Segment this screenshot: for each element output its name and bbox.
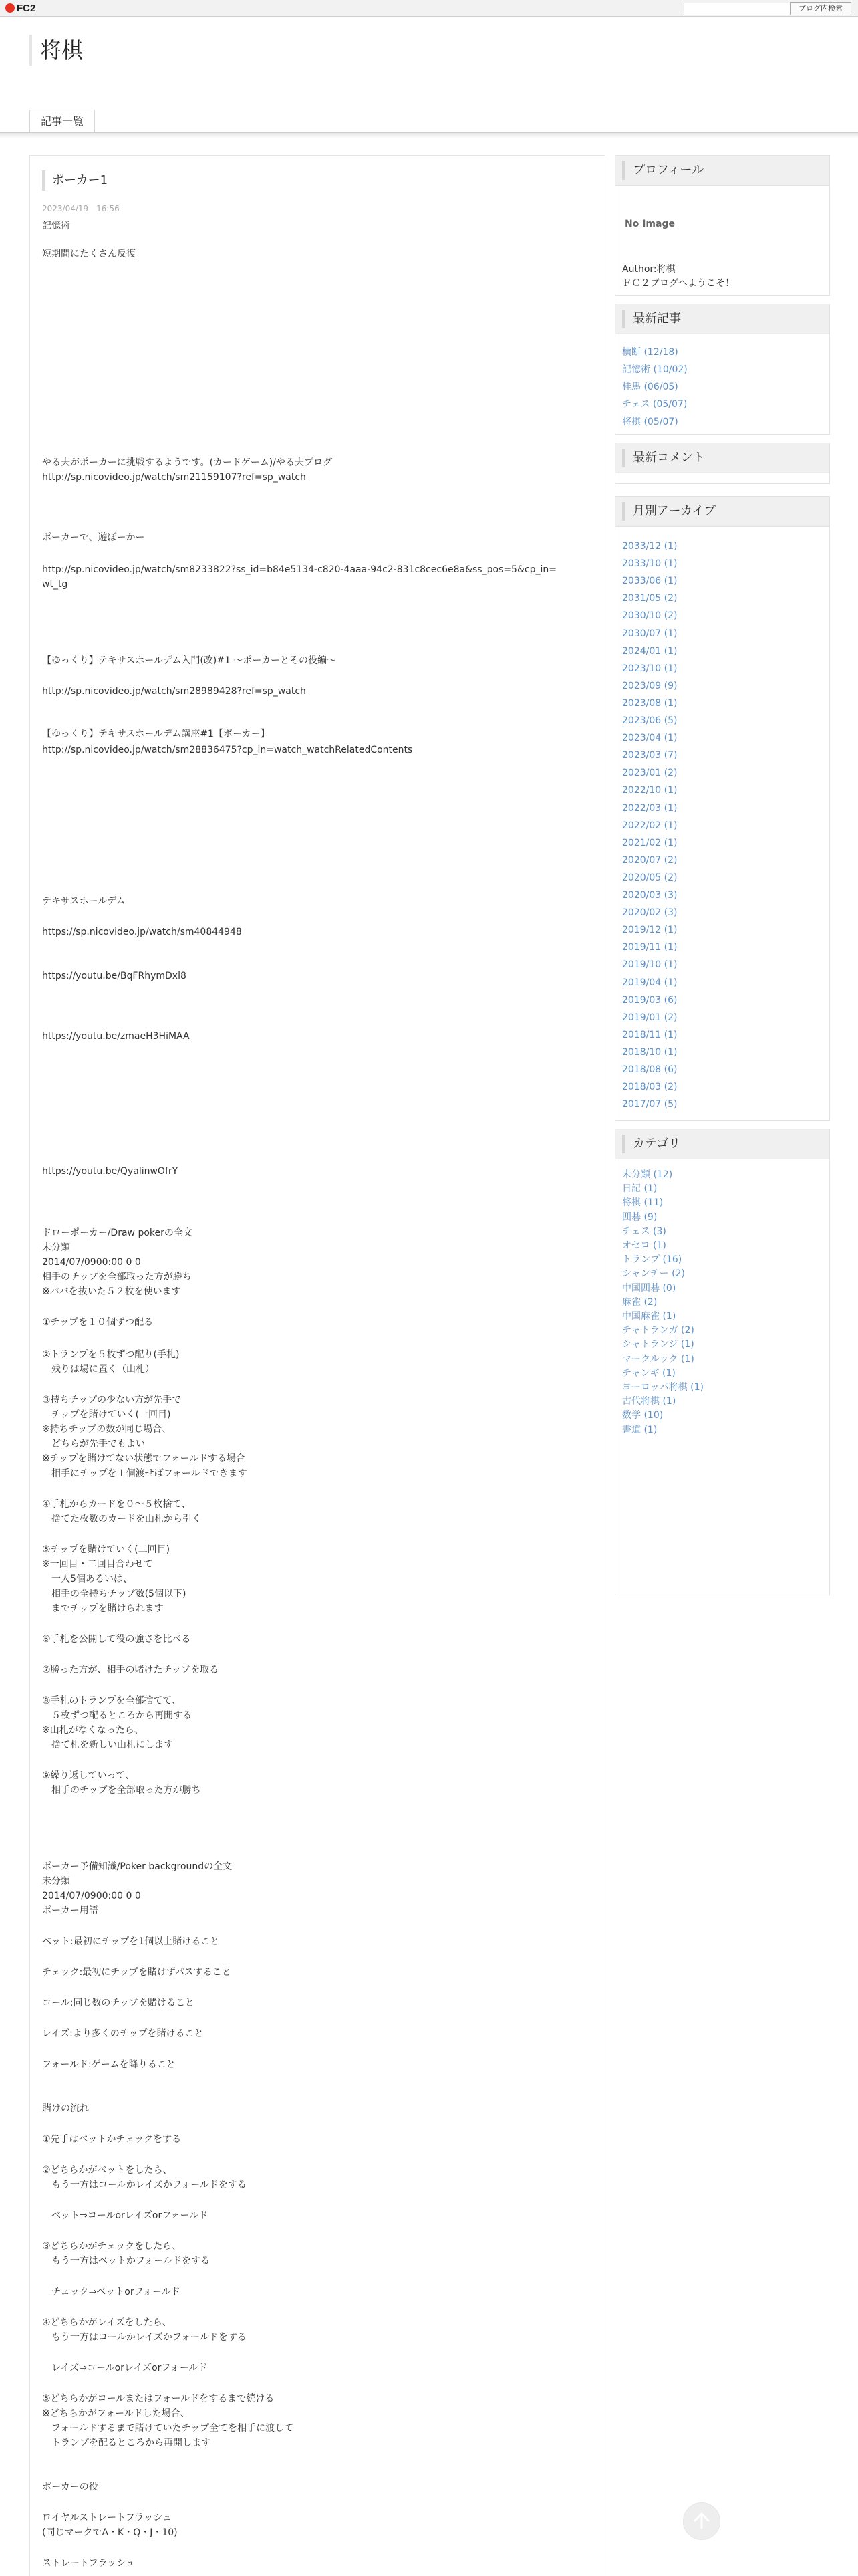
sidebar-link[interactable]: 2019/01 (2) bbox=[622, 1012, 678, 1023]
entry-body-line: フォールドするまで賭けていたチップ全てを相手に渡して bbox=[42, 2423, 294, 2434]
sidebar-link[interactable]: 2023/08 (1) bbox=[622, 697, 678, 709]
entry-body-line: ②トランプを５枚ずつ配り(手札) bbox=[42, 1349, 180, 1360]
arrow-up-icon bbox=[692, 2511, 711, 2530]
profile-no-image: No Image bbox=[625, 219, 675, 229]
entry-body-line[interactable]: https://youtu.be/QyalinwOfrY bbox=[42, 1166, 178, 1177]
entry-body-line: もう一方はベットかフォールドをする bbox=[42, 2256, 210, 2266]
entry-body-line: 【ゆっくり】テキサスホールデム入門(改)#1 〜ポーカーとその役編〜 bbox=[42, 655, 337, 666]
sidebar-link[interactable]: シャンチー (2) bbox=[622, 1268, 686, 1280]
sidebar-link[interactable]: オセロ (1) bbox=[622, 1240, 666, 1251]
entry-body-line[interactable]: http://sp.nicovideo.jp/watch/sm28989428?ref=sp_watch bbox=[42, 686, 306, 697]
recent-entries-box bbox=[615, 304, 830, 435]
sidebar-link[interactable]: 麻雀 (2) bbox=[622, 1296, 658, 1308]
entry-body-line: トランプを配るところから再開します bbox=[42, 2438, 210, 2448]
fc2-flame-icon bbox=[5, 3, 15, 13]
header-accent bbox=[622, 1135, 625, 1153]
entry-body-line: チェック:最初にチップを賭けずパスすること bbox=[42, 1967, 231, 1978]
entry-body-line: ③持ちチップの少ない方が先手で bbox=[42, 1395, 182, 1405]
entry-body-line: テキサスホールデム bbox=[42, 896, 126, 907]
sidebar-link[interactable]: 2018/10 (1) bbox=[622, 1046, 678, 1058]
nav-shadow bbox=[0, 133, 858, 138]
sidebar-link[interactable]: 2018/08 (6) bbox=[622, 1064, 678, 1075]
categories-header bbox=[615, 1129, 829, 1159]
sidebar-link[interactable]: マークルック (1) bbox=[622, 1353, 694, 1365]
entry-body-line[interactable]: https://youtu.be/zmaeH3HiMAA bbox=[42, 1031, 190, 1042]
entry-body-line: 捨て札を新しい山札にします bbox=[42, 1740, 173, 1750]
sidebar-link[interactable]: 2030/10 (2) bbox=[622, 610, 678, 622]
sidebar-link[interactable]: 2023/10 (1) bbox=[622, 663, 678, 674]
entry-body-line: ③どちらかがチェックをしたら、 bbox=[42, 2241, 182, 2252]
sidebar-link[interactable]: チェス (05/07) bbox=[622, 399, 688, 410]
recent-comments-heading: 最新コメント bbox=[633, 451, 705, 465]
entry-body-line: ⑦勝った方が、相手の賭けたチップを取る bbox=[42, 1665, 219, 1675]
entry-body-line[interactable]: http://sp.nicovideo.jp/watch/sm28836475?cp_in=watch_watchRelatedContents bbox=[42, 745, 413, 755]
entry-body-line: 記憶術 bbox=[42, 221, 70, 231]
entry-body-line: 相手のチップを全部取った方が勝ち bbox=[42, 1785, 201, 1796]
fc2-toolbar bbox=[0, 0, 858, 17]
entry-body-line: ※どちらかがフォールドした場合、 bbox=[42, 2408, 190, 2419]
entry-body-line: レイズ:より多くのチップを賭けること bbox=[42, 2028, 204, 2039]
blog-search-input[interactable] bbox=[684, 3, 791, 15]
entry-body-line: もう一方はコールかレイズかフォールドをする bbox=[42, 2332, 247, 2343]
sidebar-link[interactable]: 記憶術 (10/02) bbox=[622, 364, 688, 375]
entry-body-line: 短期間にたくさん反復 bbox=[42, 249, 136, 259]
entry-body-line: ベット⇒コールorレイズorフォールド bbox=[42, 2210, 208, 2221]
entry-body-line: 2014/07/0900:00 0 0 bbox=[42, 1257, 141, 1268]
sidebar-link[interactable]: 桂馬 (06/05) bbox=[622, 382, 678, 392]
entry-body-line[interactable]: http://sp.nicovideo.jp/watch/sm21159107?ref=sp_watch bbox=[42, 472, 306, 483]
entry-body-line: 【ゆっくり】テキサスホールデム講座#1【ポーカー】 bbox=[42, 729, 270, 739]
sidebar-link[interactable]: 2023/06 (5) bbox=[622, 715, 678, 726]
sidebar-link[interactable]: 横断 (12/18) bbox=[622, 347, 678, 358]
entry-body-line: (同じマークでA・K・Q・J・10) bbox=[42, 2527, 178, 2538]
recent-comments-box bbox=[615, 443, 830, 484]
header-accent bbox=[622, 161, 625, 180]
entry-body-line: ※山札がなくなったら、 bbox=[42, 1725, 144, 1736]
profile-heading: プロフィール bbox=[633, 163, 704, 177]
entry-body-line: ⑤チップを賭けていく(二回目) bbox=[42, 1544, 170, 1555]
sidebar-link[interactable]: チャトランガ (2) bbox=[622, 1325, 694, 1336]
entry-body-line: ポーカー用語 bbox=[42, 1905, 98, 1916]
categories-box bbox=[615, 1129, 830, 1595]
fc2-logo[interactable] bbox=[5, 2, 35, 14]
entry-body-line: フォールド:ゲームを降りること bbox=[42, 2059, 176, 2070]
sidebar-link[interactable]: 2023/01 (2) bbox=[622, 768, 678, 779]
sidebar-link[interactable]: 将棋 (11) bbox=[622, 1197, 664, 1209]
sidebar-link[interactable]: 将棋 (05/07) bbox=[622, 417, 678, 427]
sidebar-link[interactable]: 2020/03 (3) bbox=[622, 890, 678, 901]
entry-body-line: 未分類 bbox=[42, 1242, 70, 1253]
entry-body-line: 2014/07/0900:00 0 0 bbox=[42, 1891, 141, 1901]
entry-body-line: レイズ⇒コールorレイズorフォールド bbox=[42, 2363, 208, 2373]
entry-body-line: もう一方はコールかレイズかフォールドをする bbox=[42, 2180, 247, 2190]
archives-box bbox=[615, 496, 830, 1121]
sidebar-link[interactable]: 2021/02 (1) bbox=[622, 837, 678, 848]
entry-body-line: チェック⇒ベットorフォールド bbox=[42, 2287, 180, 2297]
profile-welcome: ＦＣ２ブログへようこそ！ bbox=[622, 278, 734, 289]
entry-body-line: ⑤どちらかがコールまたはフォールドをするまで続ける bbox=[42, 2393, 275, 2404]
entry-body-line: ベット:最初にチップを1個以上賭けること bbox=[42, 1936, 220, 1947]
entry-body-line: ５枚ずつ配るところから再開する bbox=[42, 1710, 192, 1721]
sidebar-link[interactable]: 2030/07 (1) bbox=[622, 628, 678, 639]
sidebar-link[interactable]: 囲碁 (9) bbox=[622, 1211, 658, 1223]
sidebar-link[interactable]: 2019/10 (1) bbox=[622, 959, 678, 971]
entry-body-line: ※持ちチップの数が同じ場合、 bbox=[42, 1424, 172, 1435]
entry-body-line: どちらが先手でもよい bbox=[42, 1439, 145, 1449]
entry-body-line: ※チップを賭けてない状態でフォールドする場合 bbox=[42, 1453, 245, 1464]
entry-body-line[interactable]: https://youtu.be/BqFRhymDxl8 bbox=[42, 971, 186, 981]
entry-date: 2023/04/19 16:56 bbox=[42, 204, 120, 213]
sidebar-link[interactable]: 2033/06 (1) bbox=[622, 576, 678, 587]
sidebar-link[interactable]: 2031/05 (2) bbox=[622, 593, 678, 604]
entry-body-line: 賭けの流れ bbox=[42, 2103, 89, 2114]
entry-body-line: 未分類 bbox=[42, 1876, 70, 1887]
entry-body-line: ①先手はベットかチェックをする bbox=[42, 2134, 182, 2145]
entry-body-line: ロイヤルストレートフラッシュ bbox=[42, 2512, 172, 2523]
recent-entries-header bbox=[615, 304, 829, 334]
sidebar-link[interactable]: 2033/10 (1) bbox=[622, 558, 678, 570]
sidebar-link[interactable]: 書道 (1) bbox=[622, 1424, 658, 1435]
entry-body-line: ドローポーカー/Draw pokerの全文 bbox=[42, 1227, 192, 1238]
sidebar-link[interactable]: 中国囲碁 (0) bbox=[622, 1282, 676, 1294]
entry-body-line: ⑥手札を公開して役の強さを比べる bbox=[42, 1634, 191, 1645]
entry-body-line: ポーカーで、遊ぼーかー bbox=[42, 532, 145, 543]
entry-body-line: ④手札からカードを０〜５枚捨て、 bbox=[42, 1499, 191, 1510]
sidebar-link[interactable]: 2018/03 (2) bbox=[622, 1082, 678, 1093]
entry-body-line: ポーカーの役 bbox=[42, 2482, 98, 2492]
tab-entry-list[interactable]: 記事一覧 bbox=[29, 110, 95, 133]
entry-body-line: チップを賭けていく(一回目) bbox=[42, 1409, 171, 1420]
sidebar-link[interactable]: 2020/07 (2) bbox=[622, 854, 678, 866]
sidebar-link[interactable]: 2019/12 (1) bbox=[622, 925, 678, 936]
sidebar-link[interactable]: 古代将棋 (1) bbox=[622, 1396, 676, 1407]
sidebar-link[interactable]: 2017/07 (5) bbox=[622, 1099, 678, 1110]
sidebar-link[interactable]: チャンギ (1) bbox=[622, 1367, 676, 1379]
sidebar-link[interactable]: 2023/04 (1) bbox=[622, 733, 678, 744]
blog-search-button[interactable]: ブログ内検索 bbox=[790, 2, 851, 15]
sidebar-link[interactable]: 2023/09 (9) bbox=[622, 680, 678, 691]
sidebar-link[interactable]: 2024/01 (1) bbox=[622, 645, 678, 657]
profile-header bbox=[615, 156, 829, 186]
entry-body-line: 相手の全持ちチップ数(5個以下) bbox=[42, 1589, 186, 1599]
entry-body-line: 残りは場に置く（山札） bbox=[42, 1364, 154, 1375]
archives-heading: 月別アーカイブ bbox=[633, 504, 716, 518]
sidebar-link[interactable]: 2033/12 (1) bbox=[622, 541, 678, 552]
entry-body-line: やる夫がポーカーに挑戦するようです。(カードゲーム)/やる夫ブログ bbox=[42, 457, 332, 468]
entry-body-line[interactable]: http://sp.nicovideo.jp/watch/sm8233822?ss_id=b84e5134-c820-4aaa-94c2-831c8cec6e8a&ss_pos=5&cp_in= bbox=[42, 564, 557, 575]
sidebar-link[interactable]: 2019/03 (6) bbox=[622, 994, 678, 1006]
archives-header bbox=[615, 497, 829, 527]
sidebar-link[interactable]: 中国麻雀 (1) bbox=[622, 1311, 676, 1322]
entry-body-line: ①チップを１０個ずつ配る bbox=[42, 1317, 154, 1328]
entry-body-line: 一人5個あるいは、 bbox=[42, 1574, 132, 1585]
entry-body-line: wt_tg bbox=[42, 579, 68, 590]
entry-body-line: 相手のチップを全部取った方が勝ち bbox=[42, 1272, 192, 1282]
entry-body-line[interactable]: https://sp.nicovideo.jp/watch/sm40844948 bbox=[42, 927, 242, 937]
entry-body-line: ※一回目・二回目合わせて bbox=[42, 1559, 153, 1570]
sidebar-link[interactable]: 2019/11 (1) bbox=[622, 942, 678, 953]
fc2-logo-text: FC2 bbox=[17, 2, 36, 14]
entry-body-line: コール:同じ数のチップを賭けること bbox=[42, 1998, 195, 2008]
entry-body-line: 捨てた枚数のカードを山札から引く bbox=[42, 1514, 201, 1524]
header-accent bbox=[622, 449, 625, 467]
sidebar-link[interactable]: 数学 (10) bbox=[622, 1410, 664, 1421]
entry-title[interactable]: ポーカー1 bbox=[42, 170, 108, 191]
sidebar-link[interactable]: 2020/02 (3) bbox=[622, 907, 678, 919]
entry-body-line: ポーカー予備知識/Poker backgroundの全文 bbox=[42, 1861, 233, 1872]
entry-body-line: ②どちらかがベットをしたら、 bbox=[42, 2165, 172, 2176]
sidebar-link[interactable]: 2019/04 (1) bbox=[622, 977, 678, 988]
recent-entries-heading: 最新記事 bbox=[633, 312, 681, 326]
sidebar-link[interactable]: 未分類 (12) bbox=[622, 1169, 673, 1180]
entry-body-line: ④どちらかがレイズをしたら、 bbox=[42, 2317, 172, 2328]
profile-author: Author:将棋 bbox=[622, 264, 676, 275]
recent-comments-header bbox=[615, 443, 829, 473]
sidebar-link[interactable]: ヨーロッパ将棋 (1) bbox=[622, 1382, 704, 1393]
header-accent bbox=[622, 310, 625, 328]
entry-body-line: ⑨繰り返していって、 bbox=[42, 1770, 135, 1781]
header-accent bbox=[622, 502, 625, 521]
entry-body-line: 相手にチップを１個渡せばフォールドできます bbox=[42, 1468, 247, 1479]
entry-body-line: ストレートフラッシュ bbox=[42, 2558, 136, 2569]
back-to-top-button[interactable] bbox=[683, 2502, 720, 2540]
profile-box bbox=[615, 155, 830, 296]
sidebar-link[interactable]: シャトランジ (1) bbox=[622, 1339, 694, 1351]
blog-title[interactable]: 将棋 bbox=[29, 35, 83, 66]
sidebar-link[interactable]: 2022/02 (1) bbox=[622, 820, 678, 831]
sidebar-link[interactable]: 2018/11 (1) bbox=[622, 1029, 678, 1040]
sidebar-link[interactable]: 2020/05 (2) bbox=[622, 872, 678, 883]
sidebar-link[interactable]: 2022/03 (1) bbox=[622, 802, 678, 814]
main-content bbox=[29, 155, 605, 2576]
entry-body-line: までチップを賭けられます bbox=[42, 1603, 164, 1614]
entry-body-line: ※ババを抜いた５２枚を使います bbox=[42, 1286, 181, 1297]
sidebar-link[interactable]: トランプ (16) bbox=[622, 1254, 682, 1266]
sidebar bbox=[615, 155, 829, 2575]
categories-heading: カテゴリ bbox=[633, 1137, 681, 1151]
sidebar-link[interactable]: 日記 (1) bbox=[622, 1183, 658, 1195]
sidebar-link[interactable]: 2023/03 (7) bbox=[622, 750, 678, 762]
sidebar-link[interactable]: 2022/10 (1) bbox=[622, 785, 678, 796]
sidebar-link[interactable]: チェス (3) bbox=[622, 1225, 666, 1237]
entry-body-line: ⑧手札のトランプを全部捨てて、 bbox=[42, 1695, 182, 1706]
